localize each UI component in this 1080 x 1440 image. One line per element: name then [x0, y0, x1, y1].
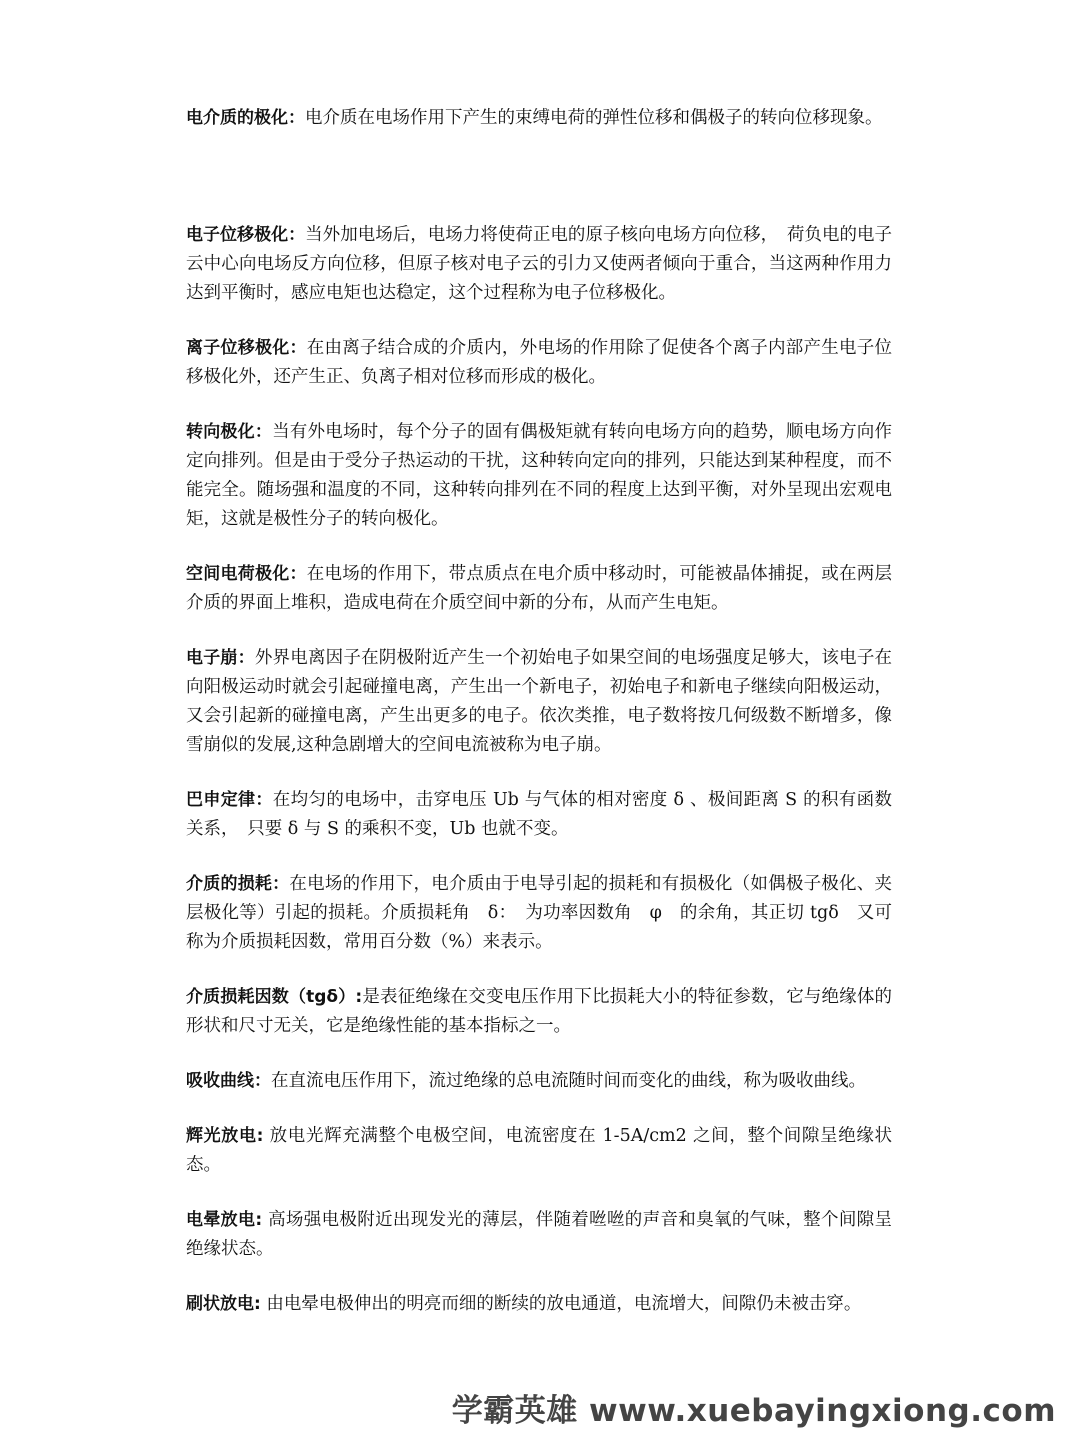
- definition-corona-discharge: [186, 1206, 892, 1264]
- definition-text: 在电场的作用下，电介质由于电导引起的损耗和有损极化（如偶极子极化、夹层极化等）引起的损耗。介质损耗角 δ： 为功率因数角 φ 的余角，其正切 tgδ 又可称为介质损耗因数，常用百分数（%）来表示。: [186, 874, 893, 952]
- term-separator: ：: [237, 648, 255, 668]
- term-separator: :: [255, 1210, 263, 1230]
- term-label: 离子位移极化: [186, 338, 290, 358]
- definition-text: 当外加电场后，电场力将使荷正电的原子核向电场方向位移， 荷负电的电子云中心向电场反方向位移，但原子核对电子云的引力又使两者倾向于重合，当这两种作用力达到平衡时，感应电矩也达稳定，这个过程称为电子位移极化。: [186, 225, 893, 303]
- term-label: 空间电荷极化: [186, 564, 290, 584]
- definition-glow-discharge: [186, 1122, 892, 1180]
- term-label: 刷状放电: [186, 1294, 254, 1314]
- definition-text: 由电晕电极伸出的明亮而细的断续的放电通道，电流增大，间隙仍未被击穿。: [260, 1294, 862, 1314]
- term-separator: ：: [254, 1071, 271, 1091]
- site-watermark: 学霸英雄 www.xuebayingxiong.com: [451, 1393, 1056, 1429]
- definition-ionic-displacement: [186, 334, 892, 392]
- term-label: 介质损耗因数（tgδ）: [186, 987, 356, 1007]
- definition-space-charge: [186, 560, 892, 618]
- definition-orientation-polarization: [186, 418, 892, 534]
- term-label: 介质的损耗: [186, 874, 273, 894]
- term-separator: ：: [255, 790, 273, 810]
- definition-polarization: [186, 104, 892, 133]
- definition-loss-factor: [186, 983, 892, 1041]
- term-separator: ：: [288, 108, 305, 128]
- term-separator: ：: [254, 422, 273, 442]
- term-label: 转向极化: [186, 422, 255, 442]
- term-label: 电介质的极化: [186, 108, 288, 128]
- definition-text: 当有外电场时，每个分子的固有偶极矩就有转向电场方向的趋势，顺电场方向作定向排列。但是由于受分子热运动的干扰，这种转向定向的排列，只能达到某种程度，而不能完全。随场强和温度的不同，这种转向排列在不同的程度上达到平衡，对外呈现出宏观电矩，这就是极性分子的转向极化。: [186, 422, 893, 529]
- definition-text: 高场强电极附近出现发光的薄层，伴随着咝咝的声音和臭氧的气味，整个间隙呈绝缘状态。: [186, 1210, 893, 1259]
- definition-text: 在电场的作用下，带点质点在电介质中移动时，可能被晶体捕捉，或在两层介质的界面上堆积，造成电荷在介质空间中新的分布，从而产生电矩。: [186, 564, 893, 613]
- term-separator: ：: [289, 338, 307, 358]
- term-label: 电子崩: [186, 648, 238, 668]
- term-separator: ：: [272, 874, 290, 894]
- definition-absorption-curve: [186, 1067, 892, 1096]
- term-label: 巴申定律: [186, 790, 256, 810]
- term-separator: :: [256, 1126, 264, 1146]
- term-label: 辉光放电: [186, 1126, 257, 1146]
- term-separator: :: [254, 1294, 261, 1314]
- definition-text: 电介质在电场作用下产生的束缚电荷的弹性位移和偶极子的转向位移现象。: [305, 108, 883, 128]
- definition-text: 放电光辉充满整个电极空间，电流密度在 1-5A/cm2 之间，整个间隙呈绝缘状态。: [186, 1126, 893, 1175]
- term-separator: ：: [288, 225, 306, 245]
- definition-dielectric-loss: [186, 870, 892, 957]
- term-label: 电晕放电: [186, 1210, 256, 1230]
- definition-electronic-displacement: [186, 221, 892, 308]
- term-separator: :: [355, 987, 363, 1007]
- term-label: 电子位移极化: [186, 225, 289, 245]
- definition-text: 外界电离因子在阴极附近产生一个初始电子如果空间的电场强度足够大，该电子在向阳极运动时就会引起碰撞电离，产生出一个新电子，初始电子和新电子继续向阳极运动，又会引起新的碰撞电离，产生出更多的电子。依次类推，电子数将按几何级数不断增多，像雪崩似的发展,这种急剧增大的空间电流被称为电子崩。: [186, 648, 893, 755]
- definition-paschen-law: [186, 786, 892, 844]
- definition-text: 在由离子结合成的介质内，外电场的作用除了促使各个离子内部产生电子位移极化外，还产生正、负离子相对位移而形成的极化。: [186, 338, 893, 387]
- definition-electron-avalanche: [186, 644, 892, 760]
- term-separator: ：: [289, 564, 307, 584]
- definition-text: 在直流电压作用下，流过绝缘的总电流随时间而变化的曲线，称为吸收曲线。: [271, 1071, 866, 1091]
- definition-text: 在均匀的电场中，击穿电压 Ub 与气体的相对密度 δ 、极间距离 S 的积有函数关系， 只要 δ 与 S 的乘积不变，Ub 也就不变。: [186, 790, 893, 839]
- definition-text: 是表征绝缘在交变电压作用下比损耗大小的特征参数，它与绝缘体的形状和尺寸无关，它是绝缘性能的基本指标之一。: [186, 987, 892, 1036]
- term-label: 吸收曲线: [186, 1071, 254, 1091]
- definition-brush-discharge: [186, 1290, 892, 1319]
- document-body: [186, 104, 892, 1319]
